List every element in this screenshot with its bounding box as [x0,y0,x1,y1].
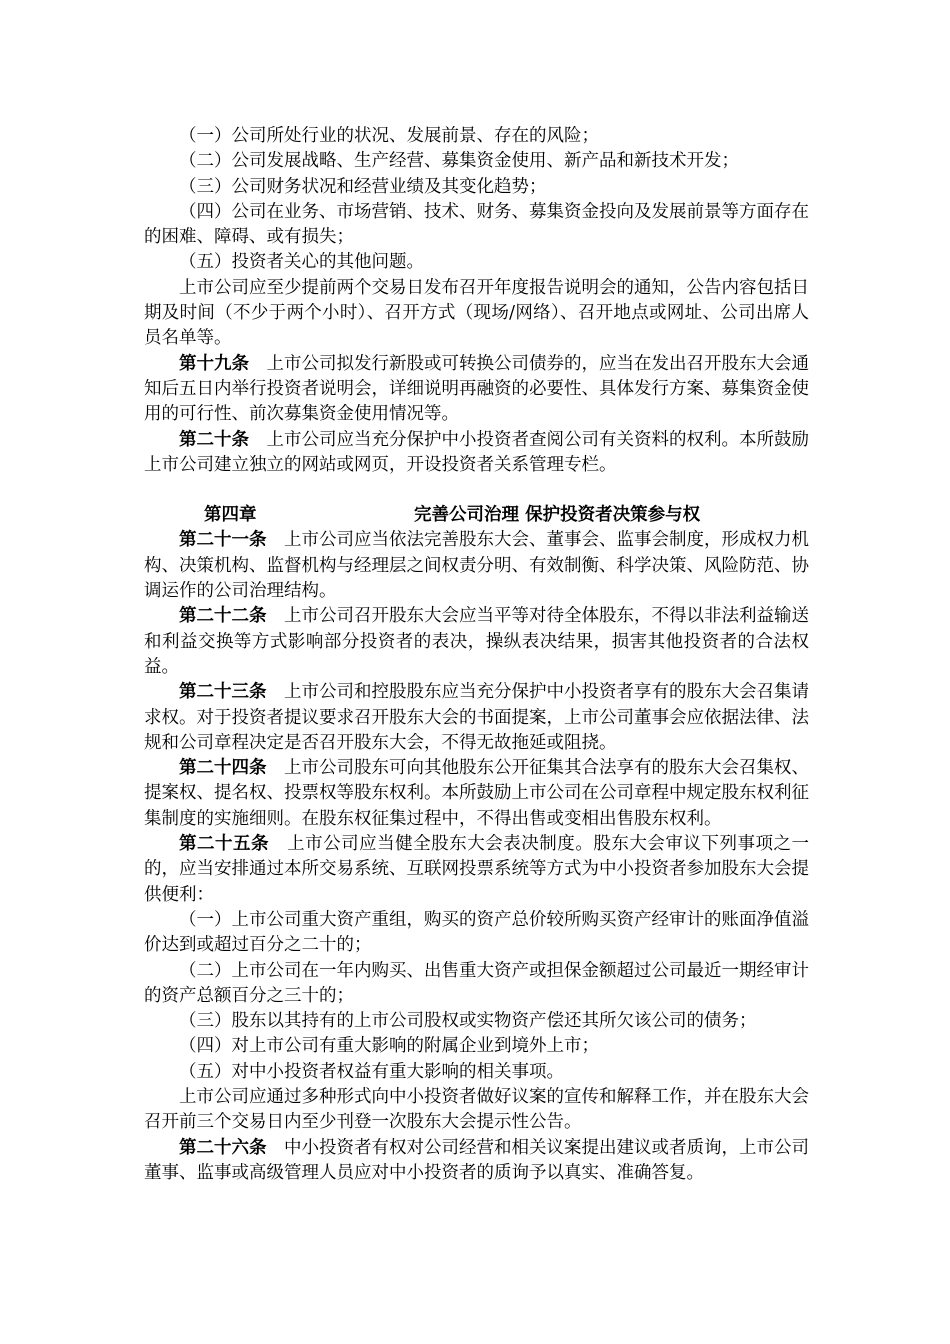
list-item: （一）公司所处行业的状况、发展前景、存在的风险； [179,126,599,146]
list-item: （四）公司在业务、市场营销、技术、财务、募集资金投向及发展前景等方面存在的困难、障碍、或有损失； [144,201,809,248]
article-text: 上市公司召开股东大会应当平等对待全体股东，不得以非法利益输送和利益交换等方式影响部分投资者的表决，操纵表决结果，损害其他投资者的合法权益。 [144,606,809,677]
article-24 [144,756,809,832]
list-item: （二）上市公司在一年内购买、出售重大资产或担保金额超过公司最近一期经审计的资产总额百分之三十的； [144,960,809,1006]
article-22 [144,604,809,680]
article-23 [144,680,809,756]
paragraph: 上市公司应通过多种形式向中小投资者做好议案的宣传和解释工作，并在股东大会召开前三个交易日内至少刊登一次股东大会提示性公告。 [144,1086,809,1133]
article-26 [144,1136,809,1187]
chapter-heading [144,503,809,528]
article-text: 上市公司应当依法完善股东大会、董事会、监事会制度，形成权力机构、决策机构、监督机构与经理层之间权责分明、有效制衡、科学决策、风险防范、协调运作的公司治理结构。 [144,530,809,602]
list-item: （五）投资者关心的其他问题。 [179,252,424,273]
article-20 [144,428,809,479]
list-item: （三）股东以其持有的上市公司股权或实物资产偿还其所欠该公司的债务； [179,1011,757,1032]
list-item: （三）公司财务状况和经营业绩及其变化趋势； [179,176,547,197]
list-item: （二）公司发展战略、生产经营、募集资金使用、新产品和新技术开发； [179,151,739,172]
article-21 [144,528,809,604]
article-label: 第二十四条 [179,758,267,779]
article-text: 中小投资者有权对公司经营和相关议案提出建议或者质询，上市公司董事、监事或高级管理人员应对中小投资者的质询予以真实、准确答复。 [144,1137,809,1183]
article-label: 第二十五条 [179,834,270,855]
article-19 [144,352,809,428]
list-item: （五）对中小投资者权益有重大影响的相关事项。 [179,1061,564,1082]
article-text: 上市公司应当健全股东大会表决制度。股东大会审议下列事项之一的，应当安排通过本所交易系统、互联网投票系统等方式为中小投资者参加股东大会提供便利： [144,834,810,905]
document-page [144,124,809,1186]
article-text: 上市公司应当充分保护中小投资者查阅公司有关资料的权利。本所鼓励上市公司建立独立的网站或网页，开设投资者关系管理专栏。 [144,429,809,475]
article-label: 第二十六条 [179,1137,267,1158]
article-label: 第十九条 [179,353,249,374]
list-item: （四）对上市公司有重大影响的附属企业到境外上市； [179,1036,599,1057]
article-text: 上市公司股东可向其他股东公开征集其合法享有的股东大会召集权、提案权、提名权、投票权等股东权利。本所鼓励上市公司在公司章程中规定股东权利征集制度的实施细则。在股东权征集过程中，不得出售或变相出售股东权利。 [144,758,809,829]
article-label: 第二十二条 [179,606,267,627]
article-text: 上市公司和控股股东应当充分保护中小投资者享有的股东大会召集请求权。对于投资者提议要求召开股东大会的书面提案，上市公司董事会应依据法律、法规和公司章程决定是否召开股东大会，不得无故拖延或阻挠。 [144,682,809,753]
chapter-number: 第四章 [204,505,257,526]
list-item: （一）上市公司重大资产重组，购买的资产总价较所购买资产经审计的账面净值溢价达到或超过百分之二十的； [144,909,809,956]
article-25 [144,832,809,908]
spacer [144,478,809,503]
article-label: 第二十一条 [179,530,267,551]
article-text: 上市公司拟发行新股或可转换公司债券的，应当在发出召开股东大会通知后五日内举行投资者说明会，详细说明再融资的必要性、具体发行方案、募集资金使用的可行性、前次募集资金使用情况等。 [144,353,809,425]
chapter-title: 完善公司治理 保护投资者决策参与权 [414,505,701,526]
article-label: 第二十条 [179,429,249,450]
article-label: 第二十三条 [179,682,267,703]
paragraph: 上市公司应至少提前两个交易日发布召开年度报告说明会的通知，公告内容包括日期及时间（不少于两个小时）、召开方式（现场/网络）、召开地点或网址、公司出席人员名单等。 [144,277,809,349]
